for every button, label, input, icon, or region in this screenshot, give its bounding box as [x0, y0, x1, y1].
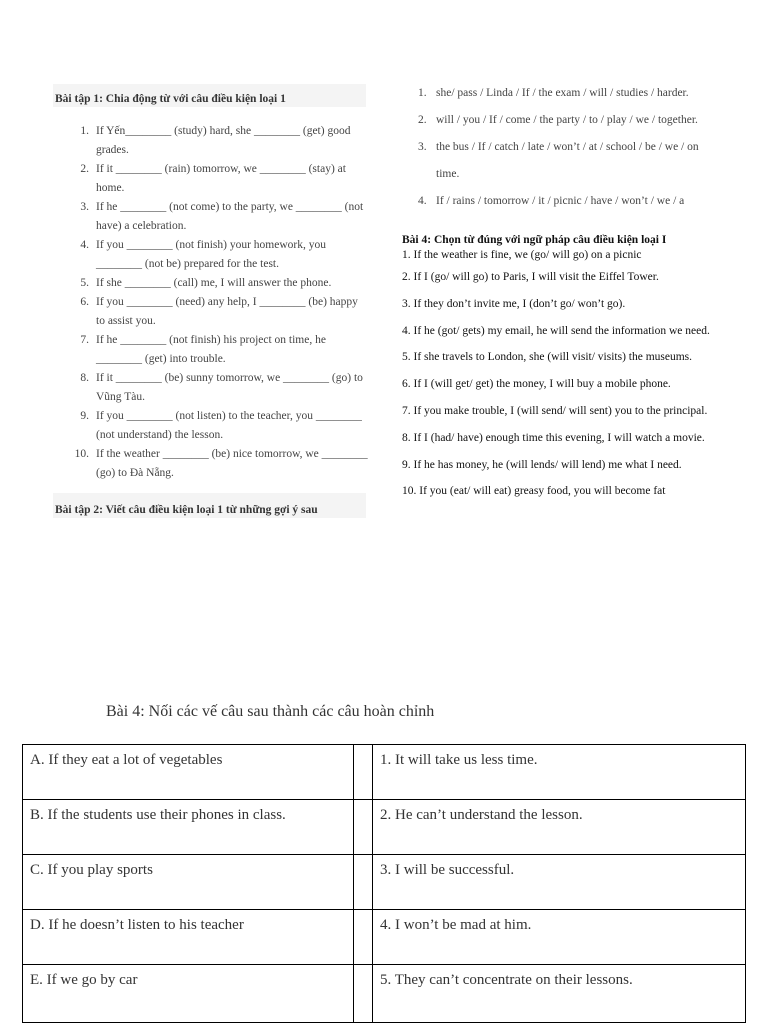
list-item: 1. If the weather is fine, we (go/ will go) on a picnic	[402, 249, 642, 261]
item-number: 6.	[80, 296, 89, 308]
list-item: 6. If I (will get/ get) the money, I will buy a mobile phone.	[402, 378, 671, 391]
item-number: 5.	[80, 277, 89, 289]
item-number: 8.	[80, 372, 89, 384]
left-clause-cell: A. If they eat a lot of vegetables	[23, 745, 354, 800]
list-item: 3. If they don’t invite me, I (don’t go/ won’t go).	[402, 297, 626, 310]
list-item: 9. If he has money, he (will lends/ will lend) me what I need.	[402, 458, 682, 471]
item-text: If he ________ (not finish) his project on time, he ________ (get) into trouble.	[96, 334, 326, 365]
item-number: 3.	[80, 201, 89, 213]
table-row	[23, 855, 746, 910]
item-number: 1.	[80, 125, 89, 137]
list-item	[68, 445, 368, 483]
item-text: will / you / If / come / the party / to / play / we / together.	[436, 114, 698, 126]
list-item	[418, 188, 718, 215]
list-item	[68, 331, 368, 369]
list-item	[418, 134, 718, 188]
list-item	[418, 107, 718, 134]
item-text: If you ________ (not finish) your homework, you ________ (not be) prepared for the test.	[96, 239, 326, 270]
left-clause-cell: B. If the students use their phones in class.	[23, 800, 354, 855]
right-clause-cell: 4. I won’t be mad at him.	[373, 910, 746, 965]
item-text: If the weather ________ (be) nice tomorrow, we ________ (go) to Đà Nẵng.	[96, 448, 368, 479]
list-item	[68, 198, 368, 236]
item-text: If she ________ (call) me, I will answer the phone.	[96, 277, 332, 289]
answer-cell	[354, 965, 373, 1023]
item-number: 10.	[74, 448, 89, 460]
answer-cell	[354, 910, 373, 965]
exercise1-heading: Bài tập 1: Chia động từ với câu điều kiện loại 1	[53, 84, 366, 107]
item-number: 7.	[80, 334, 89, 346]
item-number: 9.	[80, 410, 89, 422]
left-clause-cell: D. If he doesn’t listen to his teacher	[23, 910, 354, 965]
answer-cell	[354, 800, 373, 855]
right-clause-cell: 3. I will be successful.	[373, 855, 746, 910]
right-clause-cell: 1. It will take us less time.	[373, 745, 746, 800]
item-number: 1.	[418, 87, 427, 99]
matching-table	[22, 744, 746, 1023]
item-text: If / rains / tomorrow / it / picnic / have / won’t / we / a	[436, 195, 685, 207]
answer-cell	[354, 745, 373, 800]
exercise1-list	[68, 122, 368, 483]
item-text: If he ________ (not come) to the party, we ________ (not have) a celebration.	[96, 201, 364, 232]
item-text: If Yến________ (study) hard, she ________ (get) good grades.	[96, 125, 351, 156]
list-item: 4. If he (got/ gets) my email, he will send the information we need.	[402, 324, 710, 337]
item-text: If it ________ (be) sunny tomorrow, we ________ (go) to Vũng Tàu.	[96, 372, 363, 403]
item-text: If you ________ (need) any help, I ________ (be) happy to assist you.	[96, 296, 358, 327]
list-item	[68, 293, 368, 331]
left-clause-cell: C. If you play sports	[23, 855, 354, 910]
list-item	[68, 407, 368, 445]
item-text: If it ________ (rain) tomorrow, we ________ (stay) at home.	[96, 163, 346, 194]
item-number: 3.	[418, 141, 427, 153]
table-row	[23, 800, 746, 855]
list-item	[68, 236, 368, 274]
item-number: 2.	[80, 163, 89, 175]
list-item: 8. If I (had/ have) enough time this evening, I will watch a movie.	[402, 431, 705, 444]
exercise4-heading: Bài 4: Chọn từ đúng với ngữ pháp câu điều kiện loại I	[402, 234, 667, 246]
item-text: she/ pass / Linda / If / the exam / will / studies / harder.	[436, 87, 689, 99]
left-clause-cell: E. If we go by car	[23, 965, 354, 1023]
item-text: the bus / If / catch / late / won’t / at / school / be / we / on time.	[436, 141, 699, 180]
exercise4-list	[402, 246, 762, 505]
matching-heading: Bài 4: Nối các vế câu sau thành các câu hoàn chỉnh	[106, 703, 435, 720]
list-item: 5. If she travels to London, she (will visit/ visits) the museums.	[402, 351, 693, 364]
list-item	[68, 369, 368, 407]
exercise2-heading: Bài tập 2: Viết câu điều kiện loại 1 từ những gợi ý sau	[53, 493, 366, 518]
right-clause-cell: 5. They can’t concentrate on their lessons.	[373, 965, 746, 1023]
list-item: 10. If you (eat/ will eat) greasy food, you will become fat	[402, 485, 666, 498]
right-clause-cell: 2. He can’t understand the lesson.	[373, 800, 746, 855]
list-item	[68, 122, 368, 160]
item-number: 4.	[80, 239, 89, 251]
list-item	[68, 274, 368, 293]
table-row	[23, 745, 746, 800]
answer-cell	[354, 855, 373, 910]
list-item	[418, 80, 718, 107]
list-item: 2. If I (go/ will go) to Paris, I will visit the Eiffel Tower.	[402, 271, 659, 283]
list-item: 7. If you make trouble, I (will send/ will sent) you to the principal.	[402, 404, 708, 417]
table-row	[23, 910, 746, 965]
list-item	[68, 160, 368, 198]
item-text: If you ________ (not listen) to the teacher, you ________ (not understand) the lesson.	[96, 410, 362, 441]
item-number: 4.	[418, 195, 427, 207]
item-number: 2.	[418, 114, 427, 126]
table-row	[23, 965, 746, 1023]
exercise3-list	[418, 80, 718, 215]
